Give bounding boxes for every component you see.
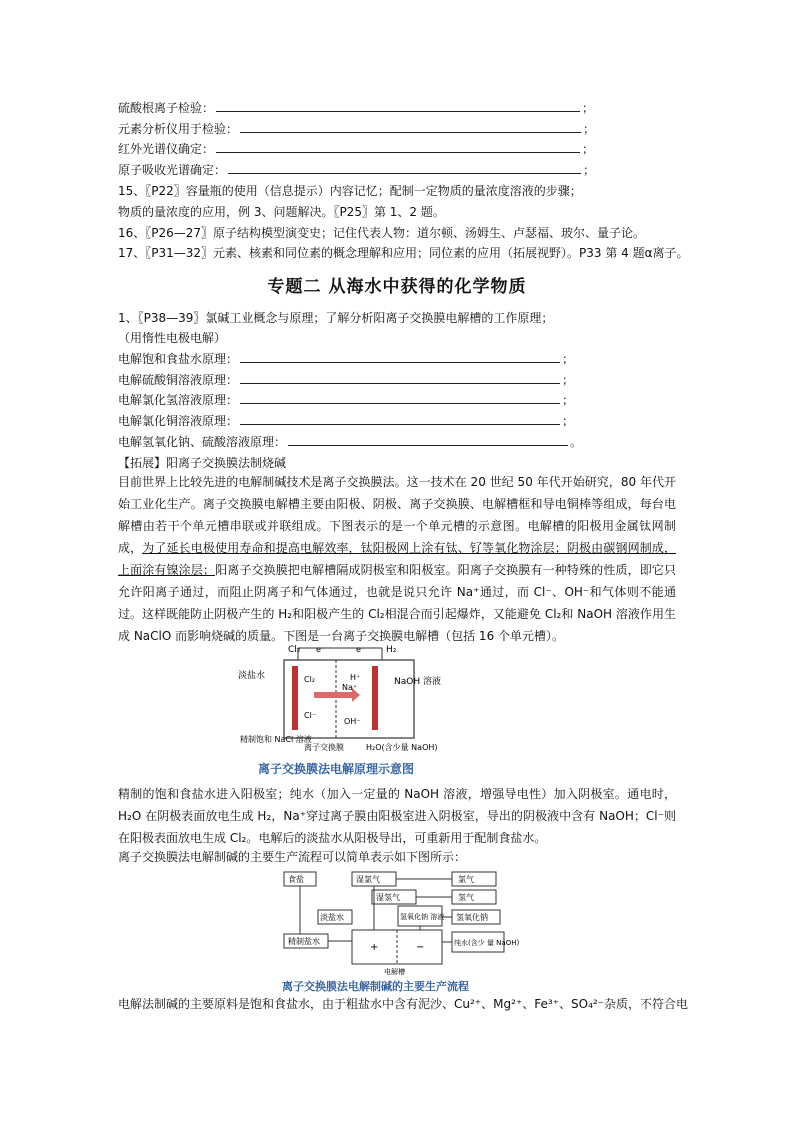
cl2-inner-label: Cl₂ [304, 675, 316, 684]
membrane-label: 离子交换膜 [304, 743, 344, 752]
paragraph-2: 精制的饱和食盐水进入阳极室；纯水（加入一定量的 NaOH 溶液，增强导电性）加入阴极室。通电时，H₂O 在阴极表面放电生成 H₂，Na⁺穿过离子膜由阳极室进入阴极室，导出的阴极液中含有 NaOH；Cl⁻则在阳极表面放电生成 Cl₂。电解后的淡盐水从阳极导出，可重新用于配制食盐水。 [118, 787, 676, 845]
fill-line-2 [118, 121, 595, 137]
answer-blank[interactable] [240, 121, 581, 133]
paragraph-1-text-2: 阳离子交换膜把电解槽隔成阴极室和阳极室。阳离子交换膜有一种特殊的性质，即它只允许阳离子通过，而阻止阴离子和气体通过，也就是说只允许 Na⁺通过，而 Cl⁻、OH⁻和气体则不能通过。这样既能防止阴极产生的 H₂和阳极产生的 Cl₂相混合而引起爆炸，又能避免 Cl₂和 NaOH 溶液作用生成 NaClO 而影响烧碱的质量。下图是一台离子交换膜电解槽（包括 16 个单元槽）。 [118, 563, 676, 643]
cl2-box-label: 氯气 [458, 875, 474, 884]
item-15-line-1: 15、〖P22〗容量瓶的使用（信息提示）内容记忆；配制一定物质的量浓度溶液的步骤； [118, 184, 582, 198]
item-15-line-2: 物质的量浓度的应用，例 3、问题解决。〖P25〗第 1、2 题。 [118, 205, 445, 219]
fill-line-label: 电解饱和食盐水原理： [118, 352, 239, 366]
answer-blank[interactable] [240, 372, 560, 384]
electron-label: e⁻ [356, 645, 366, 654]
na-plus-label: Na⁺ [342, 683, 358, 692]
dilute-brine-box-label: 淡盐水 [320, 913, 344, 922]
item-16: 16、〖P26—27〗原子结构模型演变史；记住代表人物：道尔顿、汤姆生、卢瑟福、玻尔、量子论。 [118, 226, 646, 240]
fill-line-end: ； [562, 393, 575, 407]
pure-water-box-label: 纯水(含少 量 NaOH) [454, 939, 520, 947]
electrolysis-cell-diagram [236, 640, 466, 760]
minus-label: − [416, 942, 425, 953]
naoh-solution-box-label: 氢氧化钠 溶液 [400, 913, 445, 921]
diagram-2-caption: 离子交换膜法电解制碱的主要生产流程 [282, 980, 469, 993]
fill-line-end: ； [583, 122, 596, 136]
cl2-label: Cl₂ [288, 645, 301, 655]
fill-line-label: 电解氯化铜溶液原理： [118, 414, 239, 428]
paragraph-1-underlined: 为了延长电极使用寿命和提高电解效率，钛阳极网上涂有钛、钌等氧化物涂层；阴极由碳钢网制成，上面涂有镍涂层； [118, 541, 676, 577]
naoh-solution-label: NaOH 溶液 [394, 677, 441, 687]
answer-blank[interactable] [240, 392, 560, 404]
wet-cl2-label: 湿氯气 [356, 875, 380, 884]
anode-plate [292, 666, 298, 730]
h2-label: H₂ [386, 645, 397, 655]
oh-minus-label: OH⁻ [344, 717, 361, 726]
answer-blank[interactable] [216, 141, 580, 153]
cell-tank [284, 660, 414, 738]
answer-blank[interactable] [228, 162, 581, 174]
fill-line-end: 。 [570, 435, 583, 449]
cathode-plate [372, 666, 378, 730]
fill-line-1 [118, 100, 594, 116]
answer-blank[interactable] [216, 100, 580, 112]
fill-line-label: 红外光谱仪确定： [118, 142, 215, 156]
fill-line-label: 硫酸根离子检验： [118, 101, 215, 115]
cl-minus-label: Cl⁻ [304, 711, 317, 720]
fill-line-label: 电解氢氧化钠、硫酸溶液原理： [118, 435, 287, 449]
electron-label: e⁻ [316, 645, 326, 654]
fill-line-label: 电解氯化氢溶液原理： [118, 393, 239, 407]
extension-title: 【拓展】阳离子交换膜法制烧碱 [118, 456, 287, 470]
section-1-note: （用惰性电极电解） [118, 331, 227, 345]
section-title: 专题二 从海水中获得的化学物质 [267, 277, 527, 297]
paragraph-1-text: 目前世界上比较先进的电解制碱技术是离子交换膜法。这一技术在 20 世纪 50 年代开始研究，80 年代开始工业化生产。离子交换膜电解槽主要由阳极、阴极、离子交换膜、电解槽框和导电铜棒等组成，每台电解槽由若干个单元槽串联或并联组成。下图表示的是一个单元槽的示意图。电解槽的阳极用金属钛网制成， [118, 475, 676, 555]
refined-brine-label: 精制饱和 NaCl 溶液 [240, 735, 312, 744]
fill-line-3 [118, 141, 594, 157]
fill-line-end: ； [583, 163, 596, 177]
fill-line-end: ； [562, 414, 575, 428]
item-17: 17、〖P31—32〗元素、核素和同位素的概念理解和应用；同位素的应用（拓展视野）。P33 第 4 题α离子。 [118, 246, 689, 260]
diagram-1-caption: 离子交换膜法电解原理示意图 [258, 762, 415, 776]
fill-line-end: ； [582, 142, 595, 156]
production-flow-diagram [282, 868, 532, 980]
paragraph-4: 电解法制碱的主要原料是饱和食盐水，由于粗盐水中含有泥沙、Cu²⁺、Mg²⁺、Fe³⁺、SO₄²⁻杂质，不符合电 [118, 997, 689, 1011]
electrolysis-line-1 [118, 351, 574, 367]
section-1-title: 1、〖P38—39〗氯碱工业概念与原理；了解分析阳离子交换膜电解槽的工作原理； [118, 311, 554, 325]
cell-label: 电解槽 [384, 968, 405, 976]
fill-line-4 [118, 162, 595, 178]
water-in-label: H₂O(含少量 NaOH) [366, 743, 438, 752]
fill-line-label: 原子吸收光谱确定： [118, 163, 227, 177]
h2-box-label: 氢气 [458, 893, 474, 902]
refined-brine-box-label: 精制盐水 [288, 937, 320, 946]
fill-line-label: 电解硫酸铜溶液原理： [118, 373, 239, 387]
answer-blank[interactable] [240, 351, 560, 363]
electrolysis-line-4 [118, 413, 574, 429]
fill-line-end: ； [562, 352, 575, 366]
electrolysis-line-3 [118, 392, 574, 408]
salt-label: 食盐 [288, 875, 304, 884]
paragraph-1 [118, 471, 676, 647]
h-plus-label: H⁺ [350, 673, 361, 682]
fill-line-end: ； [562, 373, 575, 387]
naoh-box-label: 氢氧化钠 [456, 913, 488, 922]
fill-line-end: ； [582, 101, 595, 115]
answer-blank[interactable] [240, 413, 560, 425]
electrolysis-line-5 [118, 434, 582, 450]
plus-label: + [370, 942, 379, 953]
electrolysis-line-2 [118, 372, 574, 388]
dilute-brine-label: 淡盐水 [238, 671, 266, 681]
wet-h2-label: 湿氢气 [376, 893, 400, 902]
fill-line-label: 元素分析仪用于检验： [118, 122, 239, 136]
paragraph-3: 离子交换膜法电解制碱的主要生产流程可以简单表示如下图所示： [118, 850, 467, 864]
answer-blank[interactable] [288, 434, 568, 446]
